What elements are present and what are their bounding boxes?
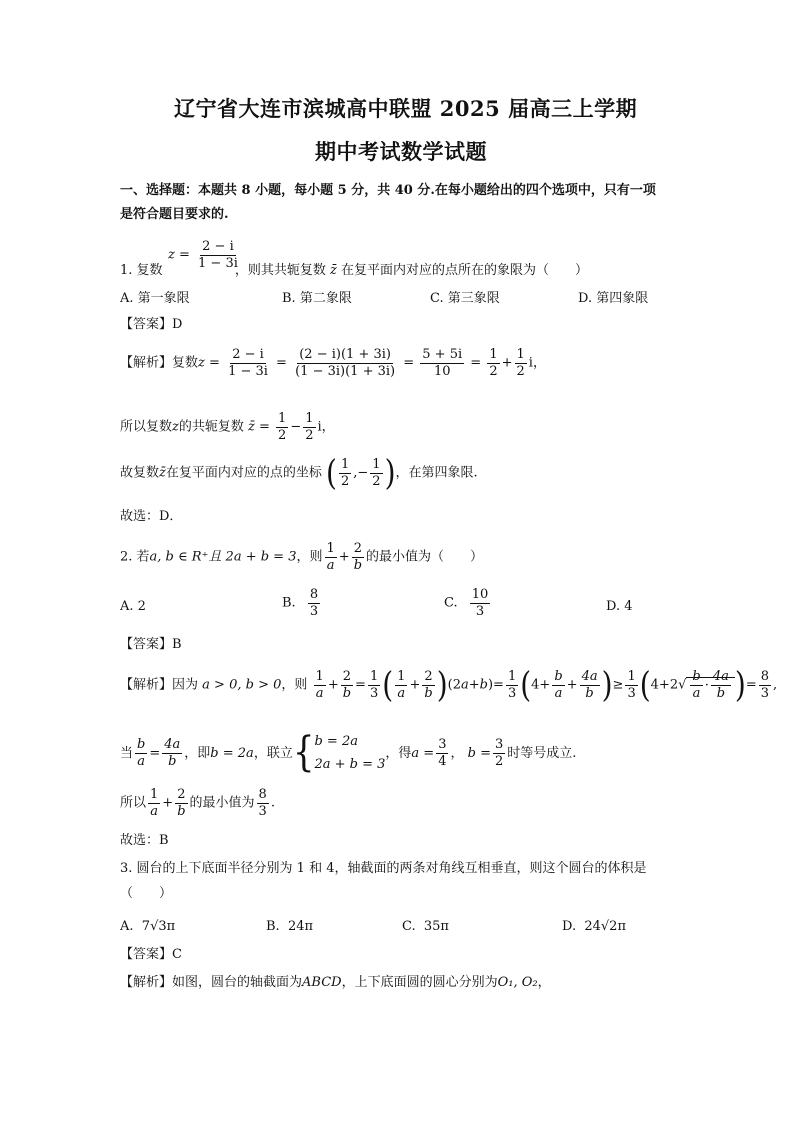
q1-analysis-line3: 故复数z̄在复平面内对应的点的坐标 ( $\frac{1}{2}$ ,− $\frac{1}{2}$ )，在第四象限. [120,451,478,494]
q2-line2-beq2: b = [467,745,491,761]
q3-opt-c-label: C. [402,919,416,934]
q2-option-c-label: C. [444,595,458,611]
q1-line2-tail: i， [317,419,335,435]
q1-calc-num2: (2 − i)(1 + 3i) [299,347,391,362]
q2-opt-b-num: 8 [309,587,319,602]
q1-option-b: B. 第二象限 [282,291,352,306]
q2-analysis-line2: 当 $\frac{b}{a}$ = $\frac{4a}{b}$ ，即b = 2a，联立{ b = 2a 2a + b = 3 ，得a = $\frac{3}{4}$ ， b = $\frac{3}{2}$ 时等号成立. [120,729,577,778]
q2-line2-tail: 时等号成立. [507,745,577,761]
q3-analysis-text: 如图，圆台的轴截面为 [172,975,303,990]
q3-analysis-abcd: ABCD [302,975,342,990]
q2-line2-get: ，得 [385,745,412,761]
q1-z-lhs: z = [168,247,190,263]
q2-line2-aeq: a = [411,745,435,761]
q1-line2-mid: 的共轭复数 [178,419,244,435]
q3-opt-d-val: 24√2π [584,919,626,934]
q1-stem-mid: ，则其共轭复数 [234,263,326,278]
q1-stem [120,264,588,277]
q3-analysis-tail: ， [537,975,551,990]
q2-option-a: A. 2 [120,599,146,614]
q3-opt-b-label: B. [266,919,280,934]
q3-analysis-label: 【解析】 [120,975,173,990]
q2-condition: a, b ∈ R⁺且 2a + b = 3 [149,549,297,565]
q3-option-b [266,920,313,933]
section-heading: 一、选择题：本题共 8 小题，每小题 5 分，共 40 分.在每小题给出的四个选项中，只有一项 [120,183,656,198]
q1-calc-num3: 5 + 5i [422,347,463,362]
q3-opt-c-val: 35π [423,919,449,934]
q1-option-a: A. 第一象限 [120,291,190,306]
q3-analysis [120,976,551,989]
q1-line3-mid: 在复平面内对应的点的坐标 [165,465,322,481]
q3-stem: 3. 圆台的上下底面半径分别为 1 和 4，轴截面的两条对角线互相垂直，则这个圆台的体积是 [120,861,647,876]
q3-analysis-mid: ，上下底面圆的圆心分别为 [341,975,498,990]
q2-analysis-label: 【解析】 [120,677,173,693]
q2-stem: 2. 若a, b ∈ R⁺且 2a + b = 3，则 $\frac{1}{a}$ + $\frac{2}{b}$ 的最小值为（ ） [120,541,484,573]
q1-calc-den3: 10 [433,363,451,379]
q3-answer: 【答案】C [120,947,182,962]
doc-title-line2: 期中考试数学试题 [315,139,487,164]
q2-option-b [282,588,322,618]
q1-line3-suffix: ，在第四象限. [395,465,478,481]
q1-calc-num1: 2 − i [232,347,264,362]
q1-line2-eq: z̄ = [248,419,270,435]
q2-line2-when: 当 [120,745,134,761]
q3-analysis-o: O₁, O₂ [497,975,538,990]
q1-stem-suffix: 在复平面内对应的点所在的象限为（ ） [340,263,588,278]
q3-option-d [562,920,626,933]
section-heading-cont: 是符合题目要求的. [120,207,229,222]
q2-analysis-then: ，则 [281,677,308,693]
q1-calc-den1: 1 − 3i [228,363,268,379]
q1-calc-r1n: 1 [489,347,498,362]
q3-opt-a-val: 7√3π [141,919,176,934]
q2-analysis-line3: 所以 $\frac{1}{a}$ + $\frac{2}{b}$ 的最小值为 $\frac{8}{3}$ . [120,787,275,819]
q3-option-c [402,920,449,933]
q3-opt-b-val: 24π [287,919,314,934]
q2-answer: 【答案】B [120,637,182,652]
q1-analysis-text: 复数 [172,355,199,371]
q2-stem-prefix: 2. 若 [120,549,150,565]
q2-stem-suffix: 的最小值为（ ） [366,549,484,565]
q1-analysis: 【解析】复数z = $\frac{2 - i}{1 - 3i}$ = $\frac{(2 - i)(1 + 3i)}{(1 - 3i)(1 + 3i)}$ = $\frac{5 + 5i}{10}$ = $\frac{1}{2}$ + $\frac{1}{2}$ i， [120,347,546,379]
q1-calc-r1d: 2 [489,363,498,379]
q3-opt-d-label: D. [562,919,577,934]
q1-line3-prefix: 故复数 [120,465,160,481]
q1-conclusion: 故选：D． [120,509,183,524]
q2-line2-lian: ，联立 [253,745,293,761]
q2-option-d: D. 4 [606,599,633,614]
q1-option-d: D. 第四象限 [578,291,649,306]
q2-system-eq2: 2a + b = 3 [314,757,386,773]
q2-opt-c-den: 3 [475,603,485,619]
q1-option-c: C. 第三象限 [430,291,500,306]
q2-option-c [444,588,492,618]
q3-option-a [120,920,175,933]
q1-calc-den2: (1 − 3i)(1 + 3i) [295,363,396,379]
q2-analysis-prefix: 因为 [172,677,199,693]
q2-line2-beq: b = 2a [210,745,254,761]
q2-system-eq1: b = 2a [314,734,358,749]
q1-analysis-label: 【解析】 [120,355,173,371]
q3-stem-cont: （ ） [120,886,173,901]
q2-analysis-cond: a > 0, b > 0 [202,677,282,693]
q2-line2-mid: ，即 [184,745,211,761]
q3-opt-a-label: A. [120,919,134,934]
doc-title-line1: 辽宁省大连市滨城高中联盟 2025 届高三上学期 [174,96,638,121]
q1-z-num: 2 − i [202,239,234,254]
q1-calc-r2n: 1 [516,347,525,362]
q2-stem-mid: ，则 [296,549,323,565]
q2-line3-prefix: 所以 [120,795,147,811]
q2-conclusion: 故选：B [120,833,169,848]
q2-opt-c-num: 10 [471,587,489,602]
q1-calc-r2d: 2 [516,363,525,379]
q1-zbar: z̄ [329,263,337,278]
q1-stem-prefix: 1. 复数 [120,263,163,278]
q1-line2-prefix: 所以复数 [120,419,173,435]
q1-analysis-line2: 所以复数z的共轭复数 z̄ = $\frac{1}{2}$ − $\frac{1}{2}$ i， [120,411,335,443]
q1-calc-tail: i， [528,355,546,371]
q2-analysis: 【解析】因为 a > 0, b > 0，则 $\frac{1}{a}$ + $\frac{2}{b}$ = $\frac{1}{3}$ ( $\frac{1}{a}$ + $\frac{2}{b}$ )(2a+b)= $\frac{1}{3}$ (4+ $\frac{b}{a}$ + $\frac{4a}{b}$ )≥ $\frac{1}{3}$ (4+2√ $\frac{b}{a}$ · $\frac{4a}{b}$ )= $\frac{8}{3}$ , [120,663,778,706]
q1-answer: 【答案】D [120,317,183,332]
q1-z-den: 1 − 3i [198,255,238,271]
q2-opt-b-den: 3 [309,603,319,619]
q2-line3-mid: 的最小值为 [189,795,255,811]
q2-option-b-label: B. [282,595,296,611]
